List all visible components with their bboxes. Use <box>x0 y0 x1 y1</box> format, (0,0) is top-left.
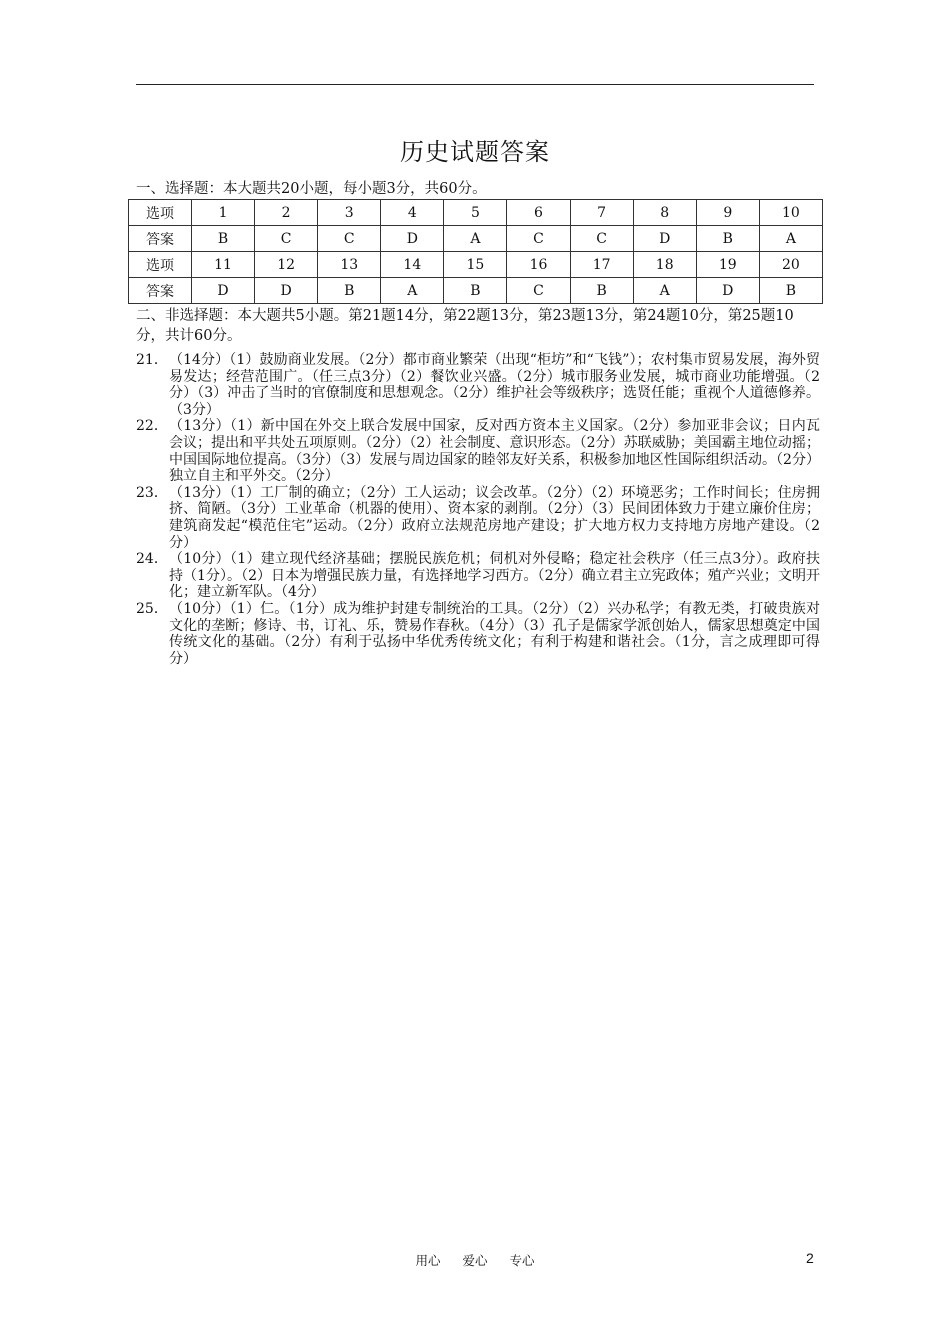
footer-word: 专心 <box>509 1253 535 1268</box>
table-cell: D <box>633 226 696 252</box>
section-heading-nonchoice: 二、非选择题：本大题共5小题。第21题14分，第22题13分，第23题13分，第24题10分，第25题10分，共计60分。 <box>136 308 794 344</box>
footer-word: 爱心 <box>462 1253 488 1268</box>
table-row <box>129 278 823 304</box>
table-cell: C <box>507 278 570 304</box>
table-cell: 11 <box>192 252 255 278</box>
answer-number: 22． <box>136 418 168 435</box>
answer-number: 21． <box>136 352 168 368</box>
answer-item-23 <box>136 485 820 551</box>
table-cell: 14 <box>381 252 444 278</box>
answer-item-21 <box>136 352 820 418</box>
table-cell: 1 <box>192 200 255 226</box>
table-cell: 19 <box>696 252 759 278</box>
row-label: 答案 <box>129 226 192 252</box>
table-cell: C <box>255 226 318 252</box>
table-cell: 2 <box>255 200 318 226</box>
answer-text: （13分）（1）工厂制的确立；（2分）工人运动；议会改革。（2分）（2）环境恶劣；工作时间长；住房拥挤、简陋。（3分）工业革命（机器的使用）、资本家的剥削。（2分）（3）民间团体致力于建立廉价住房；建筑商发起“模范住宅”运动。（2分）政府立法规范房地产建设；扩大地方权力支持地方房地产建设。（2分） <box>169 484 820 551</box>
table-cell: C <box>318 226 381 252</box>
header-rule <box>136 84 814 85</box>
table-row <box>129 200 823 226</box>
answer-number: 25． <box>136 600 168 617</box>
page-number: 2 <box>806 1250 814 1266</box>
table-cell: 17 <box>570 252 633 278</box>
table-cell: 13 <box>318 252 381 278</box>
answer-text: （10分）（1）建立现代经济基础；摆脱民族危机；伺机对外侵略；稳定社会秩序（任三点3分）。政府扶持（1分）。（2）日本为增强民族力量，有选择地学习西方。（2分）确立君主立宪政体；殖产兴业；文明开化；建立新军队。（4分） <box>169 551 820 601</box>
table-cell: B <box>696 226 759 252</box>
answer-item-25 <box>136 601 820 667</box>
table-cell: 8 <box>633 200 696 226</box>
table-cell: B <box>570 278 633 304</box>
table-cell: D <box>192 278 255 304</box>
table-cell: B <box>318 278 381 304</box>
table-cell: B <box>444 278 507 304</box>
answer-number: 24． <box>136 551 168 568</box>
table-cell: C <box>570 226 633 252</box>
footer-word: 用心 <box>415 1253 441 1268</box>
table-row <box>129 226 823 252</box>
row-label: 选项 <box>129 200 192 226</box>
section-heading-choice: 一、选择题：本大题共20小题，每小题3分，共60分。 <box>136 181 487 197</box>
page-title: 历史试题答案 <box>400 138 550 166</box>
table-cell: D <box>381 226 444 252</box>
table-cell: 6 <box>507 200 570 226</box>
answer-table <box>128 199 823 304</box>
table-cell: 7 <box>570 200 633 226</box>
table-cell: 9 <box>696 200 759 226</box>
answer-text: （10分）（1）仁。（1分）成为维护封建专制统治的工具。（2分）（2）兴办私学；有教无类，打破贵族对文化的垄断；修诗、书，订礼、乐，赞易作春秋。（4分）（3）孔子是儒家学派创始人，儒家思想奠定中国传统文化的基础。（2分）有利于弘扬中华优秀传统文化；有利于构建和谐社会。（1分，言之成理即可得分） <box>169 600 820 667</box>
table-cell: 3 <box>318 200 381 226</box>
answer-text: （13分）（1）新中国在外交上联合发展中国家，反对西方资本主义国家。（2分）参加亚非会议；日内瓦会议；提出和平共处五项原则。（2分）（2）社会制度、意识形态。（2分）苏联威胁；美国霸主地位动摇；中国国际地位提高。（3分）（3）发展与周边国家的睦邻友好关系，积极参加地区性国际组织活动。（2分）独立自主和平外交。（2分） <box>169 418 820 485</box>
table-cell: A <box>444 226 507 252</box>
row-label: 答案 <box>129 278 192 304</box>
table-cell: 16 <box>507 252 570 278</box>
table-cell: 18 <box>633 252 696 278</box>
table-cell: 15 <box>444 252 507 278</box>
answer-item-22 <box>136 418 820 484</box>
table-cell: C <box>507 226 570 252</box>
table-cell: 5 <box>444 200 507 226</box>
table-cell: D <box>696 278 759 304</box>
table-cell: 12 <box>255 252 318 278</box>
table-row <box>129 252 823 278</box>
table-cell: D <box>255 278 318 304</box>
table-cell: A <box>633 278 696 304</box>
table-cell: 4 <box>381 200 444 226</box>
table-cell: B <box>759 278 822 304</box>
table-cell: A <box>759 226 822 252</box>
table-cell: A <box>381 278 444 304</box>
table-cell: 10 <box>759 200 822 226</box>
answer-item-24 <box>136 551 820 601</box>
answer-number: 23． <box>136 484 168 501</box>
answer-text: （14分）（1）鼓励商业发展。（2分）都市商业繁荣（出现“柜坊”和“飞钱”）；农村集市贸易发展，海外贸易发达；经营范围广。（任三点3分）（2）餐饮业兴盛。（2分）城市服务业发展，城市商业功能增强。（2分）（3）冲击了当时的官僚制度和思想观念。（2分）维护社会等级秩序；选贤任能；重视个人道德修养。（3分） <box>169 352 820 418</box>
table-cell: 20 <box>759 252 822 278</box>
table-cell: B <box>192 226 255 252</box>
row-label: 选项 <box>129 252 192 278</box>
answer-list <box>136 352 820 667</box>
